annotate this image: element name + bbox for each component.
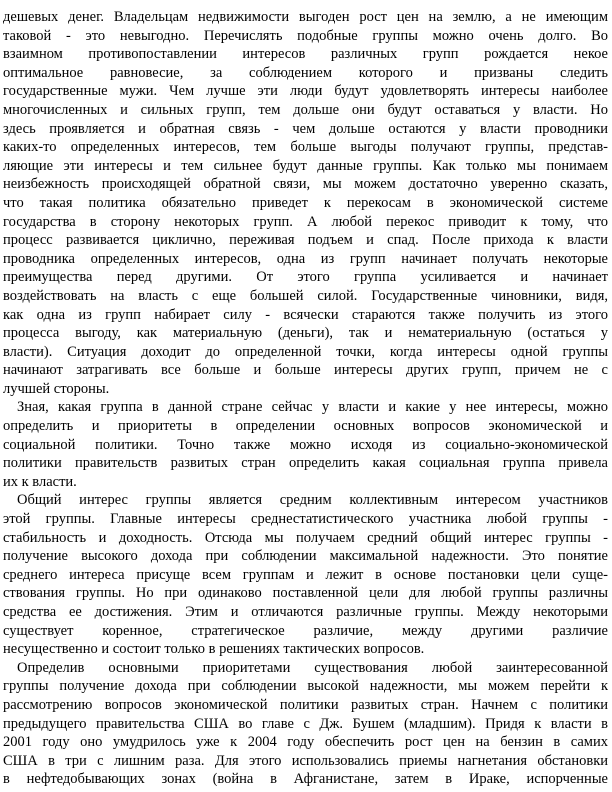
text-line: политики правительств развитых стран определить какая социальная группа привела: [3, 455, 608, 472]
text-line: взаимном противопоставлении интересов различных групп рождается некое: [3, 46, 608, 63]
text-line: их к власти.: [3, 473, 77, 490]
text-line: рассмотрению вопросов экономической политики развитых стран. Начнем с политики: [3, 696, 608, 713]
text-line: 2001 году оно умудрилось уже к 2004 году обеспечить рост цен на бензин в самих: [3, 734, 608, 751]
text-line: предыдущего правительства США во главе с Дж. Бушем (младшим). Придя к власти в: [3, 715, 608, 732]
text-line: начинают затрагивать все больше и больше интересы других групп, причем не с: [3, 362, 608, 379]
text-line: таковой - это невыгодно. Перечислять подобные группы можно очень долго. Во: [3, 27, 608, 44]
text-line: лучшей стороны.: [3, 380, 110, 397]
text-line: стабильность и доходность. Отсюда мы получаем средний общий интерес группы -: [3, 529, 608, 546]
text-line: средства ее достижения. Этим и отличаются различные группы. Между некоторыми: [3, 604, 608, 620]
text-line: что такая политика обязательно приведет к перекосам в экономической системе: [3, 194, 608, 211]
text-line: как одна из групп набирает силу - всячески стараются также получить из этого: [3, 306, 608, 323]
text-line: в нефтедобывающих зонах (война в Афганистане, затем в Ираке, испорченные: [3, 771, 608, 788]
text-line: власти). Ситуация доходит до определенной точки, когда интересы одной группы: [3, 343, 608, 360]
text-line: существует коренное, стратегическое различие, между другими различие: [3, 622, 608, 639]
text-line: проводника определенных интересов, одна из групп начинает получать некоторые: [3, 250, 608, 267]
text-line: ствования группы. Но при одинаково поставленной цели для любой группы различны: [3, 585, 608, 602]
text-line: здесь проявляется и обратная связь - чем дольше остаются у власти проводники: [3, 120, 608, 137]
text-line: государственные мужи. Чем лучше эти люди будут удовлетворять интересы наиболее: [3, 83, 608, 100]
text-line: определить и приоритеты в определении основных вопросов экономической и: [3, 418, 608, 435]
text-line: многочисленных и сильных групп, тем дольше они будут оставаться у власти. Но: [3, 101, 608, 118]
text-line: несущественно и состоит только в решениях тактических вопросов.: [3, 641, 425, 658]
text-line: Определив основными приоритетами существования любой заинтересованной: [17, 659, 608, 676]
text-block: [3, 8, 608, 789]
text-line: группы получение дохода при соблюдении высокой надежности, мы можем перейти к: [3, 678, 608, 695]
paragraph: [3, 398, 608, 491]
text-line: каких-то определенных интересов, тем больше выгоды получают группы, представ-: [3, 139, 608, 156]
text-line: социальной политики. Точно также можно исходя из социально-экономической: [3, 436, 608, 453]
text-line: этой группы. Главные интересы среднестатистического участника любой группы -: [3, 511, 608, 528]
text-line: преимущества перед другими. От этого группа усиливается и начинает: [3, 269, 608, 286]
text-line: неизбежность происходящей обратной связи, мы можем достаточно уверенно сказать,: [3, 176, 608, 193]
text-line: США в три с лишним раза. Для этого использовались приемы нагнетания обстановки: [3, 752, 608, 769]
text-line: государства в сторону некоторых групп. А любой перекос приводит к тому, что: [3, 213, 608, 230]
text-line: среднего интереса присуще всем группам и лежит в основе постановки цели суще-: [3, 566, 608, 583]
text-line: ляющие эти интересы и тем сильнее будут данные группы. Как только мы понимаем: [3, 157, 608, 174]
text-line: Зная, какая группа в данной стране сейчас у власти и какие у нее интересы, можно: [17, 399, 608, 416]
paragraph: [3, 491, 608, 658]
text-line: воздействовать на власть с еще большей силой. Государственные чиновники, видя,: [3, 287, 608, 304]
text-line: процесса выгоду, как материальную (деньги), так и нематериальную (остаться у: [3, 325, 608, 342]
text-line: Общий интерес группы является средним коллективным интересом участников: [17, 492, 608, 509]
text-line: оптимальное равновесие, за соблюдением которого и призваны следить: [3, 64, 608, 81]
text-line: получение высокого дохода при соблюдении максимальной надежности. Это понятие: [3, 548, 608, 565]
text-line: дешевых денег. Владельцам недвижимости выгоден рост цен на землю, а не имеющим: [3, 9, 608, 25]
paragraph: [3, 8, 608, 398]
text-line: процесс развивается циклично, переживая подъем и спад. После прихода к власти: [3, 232, 608, 249]
paragraph: [3, 659, 608, 789]
